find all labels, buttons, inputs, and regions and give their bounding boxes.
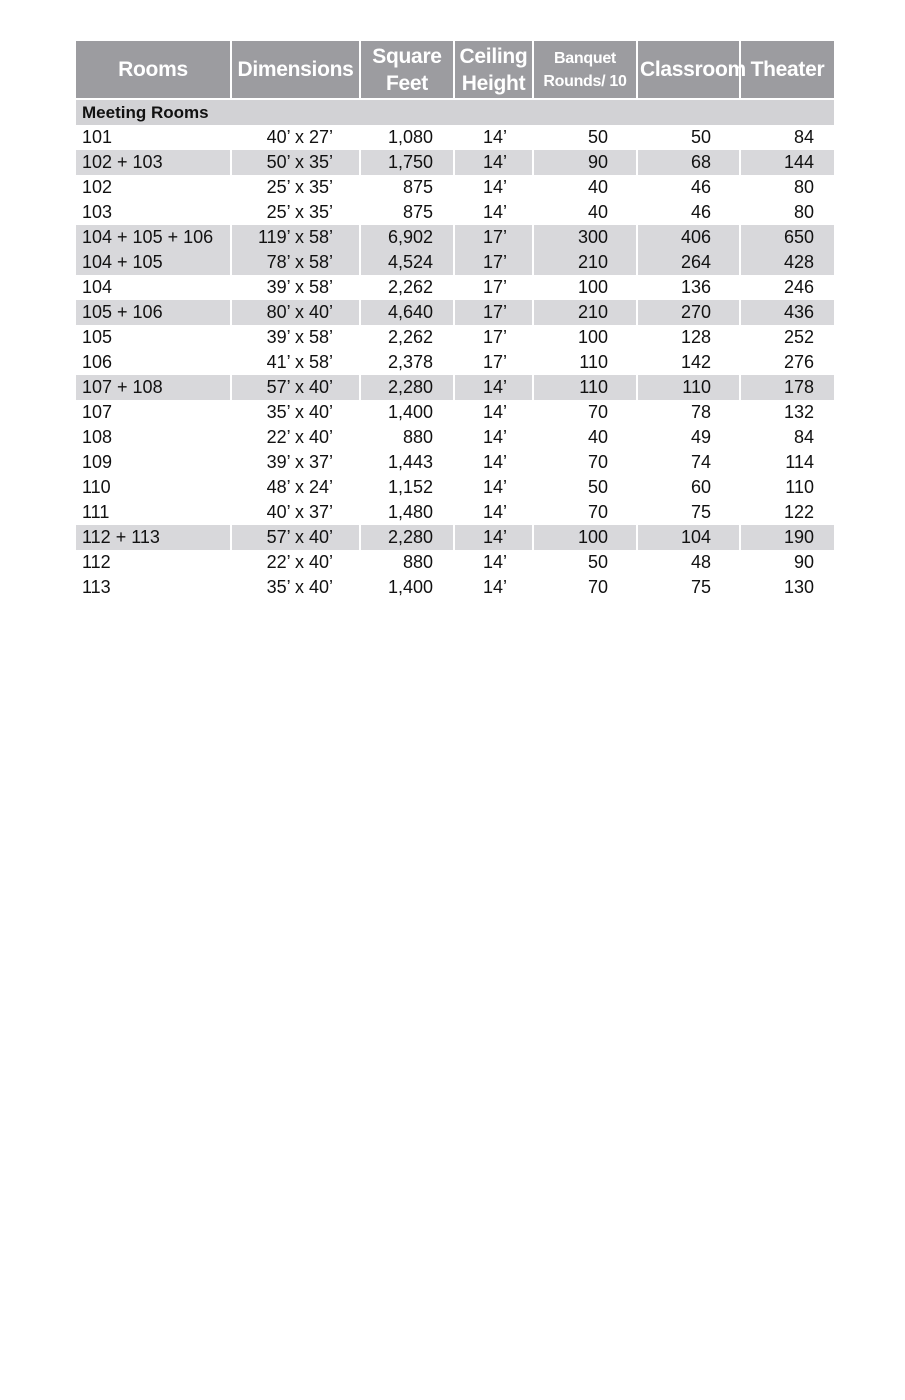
theater-cell: 130 <box>740 575 834 600</box>
theater-cell: 190 <box>740 525 834 550</box>
ceiling-height-cell: 14’ <box>454 450 533 475</box>
classroom-cell: 46 <box>637 200 740 225</box>
square-feet-cell: 2,378 <box>360 350 454 375</box>
ceiling-height-cell: 14’ <box>454 175 533 200</box>
banquet-cell: 70 <box>533 400 637 425</box>
square-feet-cell: 2,262 <box>360 325 454 350</box>
banquet-cell: 40 <box>533 425 637 450</box>
dimensions-cell: 25’ x 35’ <box>231 175 360 200</box>
room-cell: 106 <box>82 352 113 372</box>
header-ceiling-line1: Ceiling <box>459 44 528 68</box>
dimensions-cell: 40’ x 37’ <box>231 500 360 525</box>
classroom-cell: 46 <box>637 175 740 200</box>
header-square-feet-line1: Square <box>372 44 442 68</box>
theater-cell: 122 <box>740 500 834 525</box>
section-row <box>76 99 834 125</box>
ceiling-height-cell: 14’ <box>454 475 533 500</box>
section-title: Meeting Rooms <box>76 99 834 125</box>
classroom-cell: 136 <box>637 275 740 300</box>
dimensions-cell: 39’ x 37’ <box>231 450 360 475</box>
square-feet-cell: 1,480 <box>360 500 454 525</box>
banquet-cell: 90 <box>533 150 637 175</box>
classroom-cell: 48 <box>637 550 740 575</box>
ceiling-height-cell: 17’ <box>454 275 533 300</box>
theater-cell: 428 <box>740 250 834 275</box>
table-row <box>76 175 834 200</box>
room-cell: 102 <box>82 177 113 197</box>
ceiling-height-cell: 14’ <box>454 525 533 550</box>
theater-cell: 276 <box>740 350 834 375</box>
ceiling-height-cell: 14’ <box>454 400 533 425</box>
ceiling-height-cell: 14’ <box>454 500 533 525</box>
table-row <box>76 575 834 600</box>
table-row <box>76 250 834 275</box>
square-feet-cell: 4,640 <box>360 300 454 325</box>
classroom-cell: 270 <box>637 300 740 325</box>
square-feet-cell: 2,280 <box>360 375 454 400</box>
room-cell: 104 + 105 + 106 <box>76 225 231 250</box>
table-row <box>76 350 834 375</box>
ceiling-height-cell: 17’ <box>454 225 533 250</box>
dimensions-cell: 22’ x 40’ <box>231 550 360 575</box>
theater-cell: 144 <box>740 150 834 175</box>
ceiling-height-cell: 14’ <box>454 150 533 175</box>
ceiling-height-cell: 14’ <box>454 425 533 450</box>
square-feet-cell: 1,152 <box>360 475 454 500</box>
classroom-cell: 68 <box>637 150 740 175</box>
classroom-cell: 75 <box>637 575 740 600</box>
theater-cell: 80 <box>740 200 834 225</box>
classroom-cell: 78 <box>637 400 740 425</box>
theater-cell: 436 <box>740 300 834 325</box>
table-row <box>76 375 834 400</box>
dimensions-cell: 50’ x 35’ <box>231 150 360 175</box>
dimensions-cell: 57’ x 40’ <box>231 375 360 400</box>
ceiling-height-cell: 14’ <box>454 575 533 600</box>
header-square-feet-line2: Feet <box>386 71 428 95</box>
classroom-cell: 74 <box>637 450 740 475</box>
table-row <box>76 450 834 475</box>
header-rooms: Rooms <box>76 41 231 99</box>
classroom-cell: 49 <box>637 425 740 450</box>
room-cell: 107 <box>82 402 113 422</box>
square-feet-cell: 875 <box>360 200 454 225</box>
banquet-cell: 50 <box>533 475 637 500</box>
dimensions-cell: 40’ x 27’ <box>231 125 360 150</box>
theater-cell: 114 <box>740 450 834 475</box>
ceiling-height-cell: 14’ <box>454 375 533 400</box>
room-cell: 104 <box>82 277 113 297</box>
header-ceiling-line2: Height <box>461 71 526 95</box>
theater-cell: 90 <box>740 550 834 575</box>
banquet-cell: 70 <box>533 575 637 600</box>
room-cell: 105 + 106 <box>76 300 231 325</box>
header-banquet <box>533 41 637 99</box>
dimensions-cell: 35’ x 40’ <box>231 400 360 425</box>
square-feet-cell: 875 <box>360 175 454 200</box>
square-feet-cell: 4,524 <box>360 250 454 275</box>
dimensions-cell: 35’ x 40’ <box>231 575 360 600</box>
banquet-cell: 110 <box>533 350 637 375</box>
room-cell: 107 + 108 <box>76 375 231 400</box>
header-square-feet <box>360 41 454 99</box>
square-feet-cell: 880 <box>360 425 454 450</box>
room-cell: 112 + 113 <box>76 525 231 550</box>
square-feet-cell: 1,080 <box>360 125 454 150</box>
square-feet-cell: 1,400 <box>360 400 454 425</box>
meeting-rooms-table-container <box>76 41 834 600</box>
room-cell: 108 <box>82 427 113 447</box>
banquet-cell: 100 <box>533 525 637 550</box>
classroom-cell: 128 <box>637 325 740 350</box>
header-classroom: Classroom <box>637 41 740 99</box>
dimensions-cell: 57’ x 40’ <box>231 525 360 550</box>
table-row <box>76 525 834 550</box>
dimensions-cell: 41’ x 58’ <box>231 350 360 375</box>
ceiling-height-cell: 14’ <box>454 550 533 575</box>
banquet-cell: 100 <box>533 325 637 350</box>
table-row <box>76 400 834 425</box>
classroom-cell: 60 <box>637 475 740 500</box>
banquet-cell: 70 <box>533 500 637 525</box>
dimensions-cell: 22’ x 40’ <box>231 425 360 450</box>
banquet-cell: 50 <box>533 125 637 150</box>
header-banquet-line1: Banquet <box>554 49 616 67</box>
table-row <box>76 150 834 175</box>
table-row <box>76 125 834 150</box>
classroom-cell: 142 <box>637 350 740 375</box>
classroom-cell: 75 <box>637 500 740 525</box>
banquet-cell: 210 <box>533 250 637 275</box>
theater-cell: 80 <box>740 175 834 200</box>
ceiling-height-cell: 14’ <box>454 200 533 225</box>
theater-cell: 84 <box>740 125 834 150</box>
banquet-cell: 300 <box>533 225 637 250</box>
classroom-cell: 264 <box>637 250 740 275</box>
theater-cell: 650 <box>740 225 834 250</box>
room-cell: 102 + 103 <box>76 150 231 175</box>
table-body <box>76 99 834 600</box>
square-feet-cell: 6,902 <box>360 225 454 250</box>
banquet-cell: 100 <box>533 275 637 300</box>
theater-cell: 178 <box>740 375 834 400</box>
table-header-row <box>76 41 834 99</box>
square-feet-cell: 1,400 <box>360 575 454 600</box>
table-row <box>76 550 834 575</box>
banquet-cell: 40 <box>533 175 637 200</box>
square-feet-cell: 2,262 <box>360 275 454 300</box>
room-cell: 110 <box>82 477 111 497</box>
dimensions-cell: 78’ x 58’ <box>231 250 360 275</box>
room-cell: 112 <box>82 552 111 572</box>
banquet-cell: 70 <box>533 450 637 475</box>
room-cell: 111 <box>82 502 110 522</box>
dimensions-cell: 80’ x 40’ <box>231 300 360 325</box>
table-row <box>76 300 834 325</box>
ceiling-height-cell: 17’ <box>454 250 533 275</box>
header-banquet-line2: Rounds/ 10 <box>543 72 627 90</box>
header-theater: Theater <box>740 41 834 99</box>
classroom-cell: 104 <box>637 525 740 550</box>
square-feet-cell: 1,443 <box>360 450 454 475</box>
classroom-cell: 50 <box>637 125 740 150</box>
room-cell: 103 <box>82 202 113 222</box>
room-cell: 101 <box>82 127 113 147</box>
classroom-cell: 110 <box>637 375 740 400</box>
table-row <box>76 475 834 500</box>
room-cell: 113 <box>82 577 111 597</box>
square-feet-cell: 880 <box>360 550 454 575</box>
room-cell: 104 + 105 <box>76 250 231 275</box>
banquet-cell: 210 <box>533 300 637 325</box>
header-dimensions: Dimensions <box>231 41 360 99</box>
dimensions-cell: 48’ x 24’ <box>231 475 360 500</box>
theater-cell: 246 <box>740 275 834 300</box>
table-row <box>76 275 834 300</box>
table-row <box>76 325 834 350</box>
theater-cell: 110 <box>740 475 834 500</box>
square-feet-cell: 2,280 <box>360 525 454 550</box>
ceiling-height-cell: 17’ <box>454 350 533 375</box>
banquet-cell: 110 <box>533 375 637 400</box>
table-row <box>76 225 834 250</box>
room-cell: 105 <box>82 327 113 347</box>
capacity-table <box>76 41 834 600</box>
dimensions-cell: 119’ x 58’ <box>231 225 360 250</box>
ceiling-height-cell: 17’ <box>454 325 533 350</box>
header-ceiling-height <box>454 41 533 99</box>
banquet-cell: 40 <box>533 200 637 225</box>
banquet-cell: 50 <box>533 550 637 575</box>
square-feet-cell: 1,750 <box>360 150 454 175</box>
ceiling-height-cell: 17’ <box>454 300 533 325</box>
table-row <box>76 500 834 525</box>
dimensions-cell: 25’ x 35’ <box>231 200 360 225</box>
ceiling-height-cell: 14’ <box>454 125 533 150</box>
room-cell: 109 <box>82 452 113 472</box>
dimensions-cell: 39’ x 58’ <box>231 325 360 350</box>
theater-cell: 252 <box>740 325 834 350</box>
classroom-cell: 406 <box>637 225 740 250</box>
dimensions-cell: 39’ x 58’ <box>231 275 360 300</box>
table-row <box>76 425 834 450</box>
theater-cell: 132 <box>740 400 834 425</box>
theater-cell: 84 <box>740 425 834 450</box>
table-row <box>76 200 834 225</box>
